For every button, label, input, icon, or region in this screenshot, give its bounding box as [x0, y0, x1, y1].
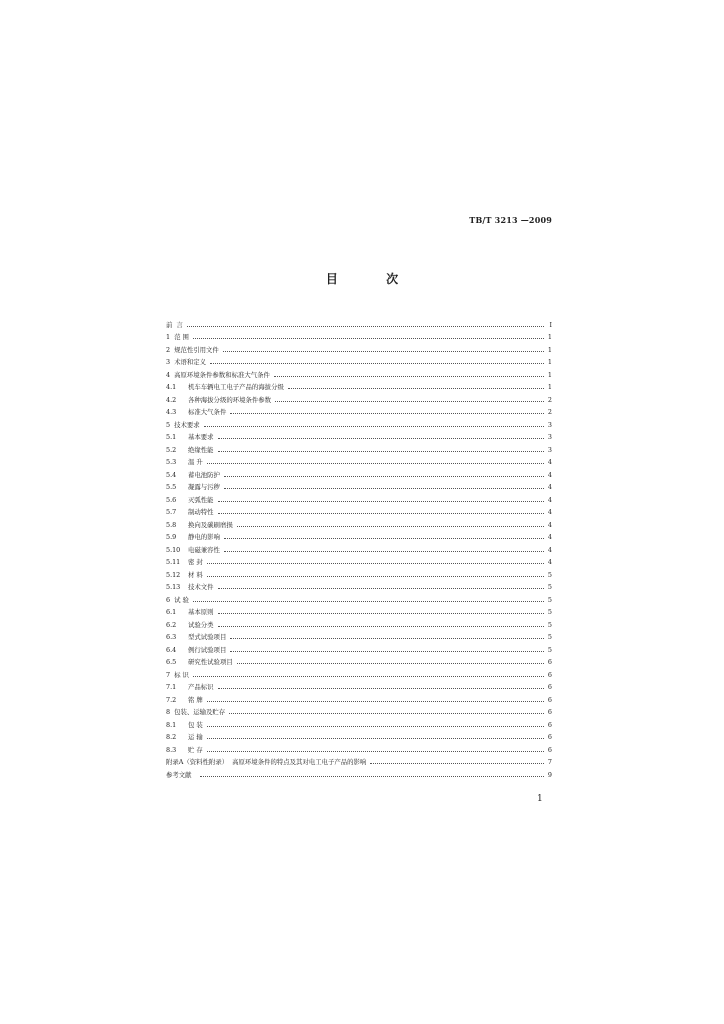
toc-entry-number: 2	[166, 345, 171, 354]
toc-entry	[166, 479, 552, 492]
toc-entry	[166, 454, 552, 467]
toc-entry-number: 8	[166, 708, 171, 716]
toc-entry-title: 试 验	[174, 595, 189, 604]
toc-entry-page: 3	[547, 445, 552, 454]
toc-entry-number: 5	[166, 420, 171, 429]
toc-entry-title: 绝缘性能	[188, 445, 214, 454]
toc-entry-title: 基本原则	[188, 608, 214, 616]
toc-entry-title: 术语和定义	[174, 358, 207, 366]
toc-entry-title: 基本要求	[188, 433, 214, 441]
toc-entry	[166, 554, 552, 567]
toc-entry-number: 4.1	[166, 383, 177, 391]
toc-entry-number: 5.9	[166, 533, 177, 541]
toc-leader-dots	[218, 613, 544, 614]
toc-leader-dots	[187, 326, 544, 327]
toc-entry-number: 5.12	[166, 570, 181, 579]
toc-entry-number: 5.5	[166, 483, 177, 491]
toc-entry-number: 8.3	[166, 745, 177, 754]
toc-entry-number: 5.8	[166, 520, 177, 529]
toc-entry-title: 试验分类	[188, 620, 214, 629]
toc-leader-dots	[207, 563, 544, 564]
toc-entry	[166, 504, 552, 517]
toc-entry	[166, 641, 552, 654]
toc-entry	[166, 354, 552, 367]
toc-entry-page: 6	[547, 745, 552, 754]
toc-entry-page: 4	[547, 545, 552, 554]
toc-entry-page: 4	[547, 470, 552, 479]
toc-leader-dots	[193, 601, 544, 602]
toc-entry-page: 1	[547, 370, 552, 379]
toc-leader-dots	[204, 426, 544, 427]
toc-entry-title: 包 装	[188, 720, 203, 729]
toc-entry-page: 1	[547, 333, 552, 341]
toc-entry	[166, 654, 552, 667]
toc-leader-dots	[230, 651, 544, 652]
toc-leader-dots	[370, 763, 544, 764]
toc-entry	[166, 491, 552, 504]
toc-leader-dots	[237, 526, 544, 527]
toc-entry-title: 高原环境条件参数和标准大气条件	[174, 370, 270, 379]
toc-entry	[166, 679, 552, 692]
toc-leader-dots	[224, 551, 544, 552]
toc-entry-page: 3	[547, 420, 552, 429]
toc-entry-page: 6	[547, 708, 552, 716]
toc-leader-dots	[288, 388, 544, 389]
toc-entry-page: 4	[547, 520, 552, 529]
toc-entry-title: 技术文件	[188, 583, 214, 591]
toc-leader-dots	[237, 663, 544, 664]
toc-entry-title: 灭弧性能	[188, 495, 214, 504]
toc-entry-number: 6.2	[166, 620, 177, 629]
toc-leader-dots	[230, 413, 544, 414]
toc-entry-page: 4	[547, 495, 552, 504]
toc-entry-number: 参考文献	[166, 770, 192, 779]
toc-entry	[166, 579, 552, 592]
toc-entry-page: 5	[547, 620, 552, 629]
toc-entry-page: 4	[547, 508, 552, 516]
toc-entry-number: 3	[166, 358, 171, 366]
toc-entry-number: 8.1	[166, 720, 177, 729]
toc-leader-dots	[218, 501, 544, 502]
toc-entry	[166, 666, 552, 679]
toc-entry-page: 5	[547, 633, 552, 641]
toc-entry-title: 各种海拔分级的环境条件参数	[188, 395, 272, 404]
page-title: 目 次	[325, 272, 421, 286]
toc-entry-title: 规范性引用文件	[174, 345, 219, 354]
toc-entry	[166, 416, 552, 429]
toc-entry-number: 5.2	[166, 445, 177, 454]
toc-entry	[166, 329, 552, 342]
toc-entry-title: 包装、运输及贮存	[174, 708, 226, 716]
toc-leader-dots	[207, 463, 544, 464]
toc-leader-dots	[224, 538, 544, 539]
toc-entry-page: 6	[547, 670, 552, 679]
toc-entry-number: 前	[166, 320, 173, 329]
toc-entry-title: 贮 存	[188, 745, 203, 754]
toc-entry-title: 标准大气条件	[188, 408, 227, 416]
toc-entry-title: 温 升	[188, 458, 203, 466]
toc-entry-title: 换向及碳刷磨损	[188, 520, 233, 529]
doc-code: TB/T 3213 —2009	[469, 215, 552, 225]
toc-entry-page: 2	[547, 408, 552, 416]
page-number: 1	[537, 794, 543, 804]
toc-entry-page: 4	[547, 533, 552, 541]
toc-leader-dots	[207, 726, 544, 727]
toc-entry-number: 6.1	[166, 608, 177, 616]
toc-leader-dots	[210, 363, 544, 364]
toc-entry-page: 5	[547, 570, 552, 579]
toc-entry-title: 材 料	[188, 570, 203, 579]
toc-entry-page: 6	[547, 658, 552, 666]
toc-leader-dots	[223, 351, 544, 352]
toc-leader-dots	[218, 513, 544, 514]
toc-entry	[166, 529, 552, 542]
toc-entry-number: 4	[166, 370, 171, 379]
toc-entry-number: 4.3	[166, 408, 177, 416]
toc-entry-title: 静电的影响	[188, 533, 220, 541]
toc-leader-dots	[224, 488, 544, 489]
toc-entry-title: 产品标识	[188, 683, 214, 691]
toc-entry-title: 机车车辆电工电子产品的海拔分级	[188, 383, 284, 391]
toc-entry	[166, 566, 552, 579]
toc-entry-number: 6.3	[166, 633, 177, 641]
toc-entry-page: 5	[547, 645, 552, 654]
toc-entry	[166, 716, 552, 729]
table-of-contents	[166, 316, 552, 779]
toc-entry-number: 5.11	[166, 558, 181, 566]
toc-entry	[166, 591, 552, 604]
toc-entry-number: 7.2	[166, 695, 177, 704]
toc-entry-number: 6.5	[166, 658, 177, 666]
toc-entry-page: 4	[547, 458, 552, 466]
toc-entry-title: 技术要求	[174, 420, 200, 429]
toc-leader-dots	[200, 776, 544, 777]
toc-entry-number: 5.3	[166, 458, 177, 466]
toc-entry-page: 5	[547, 583, 552, 591]
toc-entry	[166, 616, 552, 629]
toc-entry	[166, 766, 552, 779]
toc-entry-title: 范 围	[174, 333, 189, 341]
toc-leader-dots	[218, 626, 544, 627]
toc-leader-dots	[230, 638, 544, 639]
toc-entry-number: 5.1	[166, 433, 177, 441]
toc-entry-title: 制动特性	[188, 508, 214, 516]
toc-entry-page: 7	[547, 758, 552, 766]
toc-entry-title: 电磁兼容性	[188, 545, 220, 554]
toc-entry-number: 5.6	[166, 495, 177, 504]
toc-entry-number: 5.13	[166, 583, 181, 591]
toc-entry-page: 6	[547, 695, 552, 704]
toc-entry-page: 5	[547, 608, 552, 616]
toc-leader-dots	[229, 713, 544, 714]
toc-entry-page: 1	[547, 345, 552, 354]
toc-leader-dots	[218, 438, 544, 439]
toc-entry	[166, 404, 552, 417]
toc-entry-number: 6.4	[166, 645, 177, 654]
toc-entry-page: 4	[547, 483, 552, 491]
toc-entry-title: 密 封	[188, 558, 203, 566]
toc-entry-number: 5.10	[166, 545, 181, 554]
toc-entry-number: 4.2	[166, 395, 177, 404]
toc-entry-page: 1	[547, 358, 552, 366]
toc-entry-page: 6	[547, 683, 552, 691]
toc-entry	[166, 466, 552, 479]
toc-entry	[166, 516, 552, 529]
toc-entry-number: 8.2	[166, 733, 177, 741]
toc-entry-page: 4	[547, 558, 552, 566]
toc-entry-title: 高原环境条件的特点及其对电工电子产品的影响	[232, 758, 367, 766]
toc-entry-number: 6	[166, 595, 171, 604]
toc-entry-title: 铭 牌	[188, 695, 203, 704]
toc-entry	[166, 741, 552, 754]
toc-entry	[166, 691, 552, 704]
toc-entry-number: 1	[166, 333, 171, 341]
toc-entry-title: 凝露与污秽	[188, 483, 220, 491]
toc-entry-number: 5.7	[166, 508, 177, 516]
toc-leader-dots	[275, 401, 544, 402]
toc-entry-title: 标 识	[174, 670, 189, 679]
toc-entry-page: 6	[547, 720, 552, 729]
toc-leader-dots	[218, 588, 544, 589]
toc-entry-title: 研究性试验项目	[188, 658, 233, 666]
toc-leader-dots	[207, 701, 544, 702]
toc-entry-title: 型式试验项目	[188, 633, 227, 641]
toc-entry-title: 言	[176, 320, 183, 329]
toc-entry-page: Ⅰ	[549, 320, 552, 329]
toc-entry-page: 3	[547, 433, 552, 441]
toc-entry-page: 5	[547, 595, 552, 604]
toc-leader-dots	[207, 576, 544, 577]
toc-entry-page: 6	[547, 733, 552, 741]
toc-entry	[166, 441, 552, 454]
toc-entry-page: 1	[547, 383, 552, 391]
toc-leader-dots	[218, 688, 544, 689]
toc-entry	[166, 366, 552, 379]
toc-entry-number: 附录A（资料性附录）	[166, 758, 229, 766]
toc-entry	[166, 341, 552, 354]
toc-entry-title: 蓄电池防护	[188, 470, 220, 479]
toc-entry-page: 2	[547, 395, 552, 404]
toc-leader-dots	[224, 476, 544, 477]
toc-entry	[166, 316, 552, 329]
toc-leader-dots	[274, 376, 544, 377]
toc-entry	[166, 429, 552, 442]
toc-leader-dots	[207, 738, 544, 739]
toc-leader-dots	[193, 676, 544, 677]
toc-entry	[166, 604, 552, 617]
toc-entry-number: 5.4	[166, 470, 177, 479]
toc-entry	[166, 704, 552, 717]
toc-entry-title: 运 输	[188, 733, 203, 741]
toc-entry-title: 例行试验项目	[188, 645, 227, 654]
toc-entry	[166, 391, 552, 404]
toc-entry	[166, 754, 552, 767]
toc-entry	[166, 629, 552, 642]
toc-entry-page: 9	[547, 770, 552, 779]
toc-leader-dots	[218, 451, 544, 452]
toc-leader-dots	[207, 751, 544, 752]
toc-leader-dots	[193, 338, 544, 339]
toc-entry	[166, 541, 552, 554]
toc-entry	[166, 379, 552, 392]
toc-entry	[166, 729, 552, 742]
toc-entry-number: 7.1	[166, 683, 177, 691]
toc-entry-number: 7	[166, 670, 171, 679]
